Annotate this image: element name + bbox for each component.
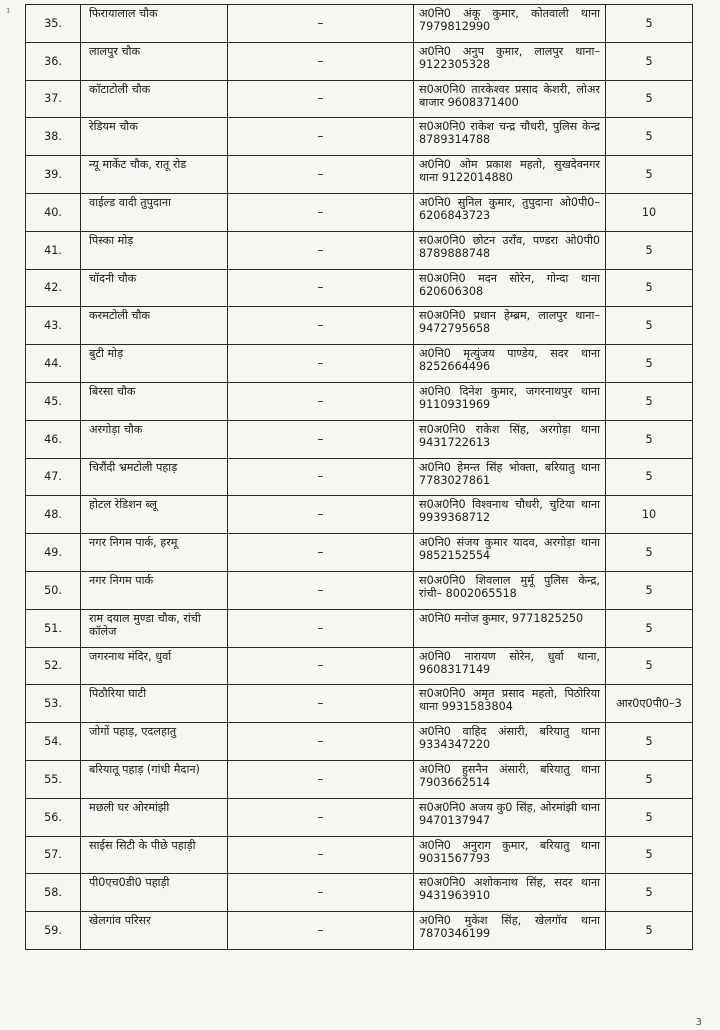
serial-number-cell: 41.	[26, 231, 81, 269]
force-count-cell: 5	[606, 798, 693, 836]
deployment-table-body	[26, 5, 693, 950]
location-cell: लालपुर चौक	[81, 42, 228, 80]
officer-contact-cell: अ0नि0 दिनेश कुमार, जगरनाथपुर थाना 9110931969	[414, 382, 606, 420]
empty-dash-cell: –	[228, 307, 414, 345]
serial-number-cell: 44.	[26, 345, 81, 383]
force-count-cell: 5	[606, 231, 693, 269]
empty-dash-cell: –	[228, 420, 414, 458]
force-count-cell: 5	[606, 647, 693, 685]
table-row	[26, 760, 693, 798]
force-count-cell: 5	[606, 345, 693, 383]
force-count-cell: 5	[606, 609, 693, 647]
serial-number-cell: 59.	[26, 912, 81, 950]
empty-dash-cell: –	[228, 231, 414, 269]
empty-dash-cell: –	[228, 912, 414, 950]
force-count-cell: 5	[606, 912, 693, 950]
force-count-cell: 5	[606, 382, 693, 420]
location-cell: जोगों पहाड़, एदलहातु	[81, 723, 228, 761]
table-row	[26, 534, 693, 572]
location-cell: होटल रेडिशन ब्लू	[81, 496, 228, 534]
location-cell: साईस सिटी के पीछे पहाड़ी	[81, 836, 228, 874]
serial-number-cell: 46.	[26, 420, 81, 458]
empty-dash-cell: –	[228, 760, 414, 798]
serial-number-cell: 57.	[26, 836, 81, 874]
officer-contact-cell: अ0नि0 मुकेश सिंह, खेलगॉव थाना 7870346199	[414, 912, 606, 950]
force-count-cell: आर0ए0पी0–3	[606, 685, 693, 723]
empty-dash-cell: –	[228, 798, 414, 836]
table-row	[26, 307, 693, 345]
empty-dash-cell: –	[228, 496, 414, 534]
empty-dash-cell: –	[228, 345, 414, 383]
location-cell: फिरायालाल चौक	[81, 5, 228, 43]
empty-dash-cell: –	[228, 269, 414, 307]
table-row	[26, 80, 693, 118]
serial-number-cell: 36.	[26, 42, 81, 80]
table-row	[26, 798, 693, 836]
table-row	[26, 5, 693, 43]
table-row	[26, 42, 693, 80]
location-cell: न्यू मार्केट चौक, रातू रोड	[81, 156, 228, 194]
officer-contact-cell: स0अ0नि0 विश्वनाथ चौधरी, चुटिया थाना 9939368712	[414, 496, 606, 534]
officer-contact-cell: स0अ0नि0 मदन सोरेन, गोन्दा थाना 620606308	[414, 269, 606, 307]
table-row	[26, 647, 693, 685]
empty-dash-cell: –	[228, 836, 414, 874]
location-cell: नगर निगम पार्क	[81, 571, 228, 609]
force-count-cell: 5	[606, 571, 693, 609]
serial-number-cell: 39.	[26, 156, 81, 194]
serial-number-cell: 45.	[26, 382, 81, 420]
officer-contact-cell: अ0नि0 मनोज कुमार, 9771825250	[414, 609, 606, 647]
officer-contact-cell: स0अ0नि0 छोटन उराँव, पण्डरा ओ0पी0 8789888748	[414, 231, 606, 269]
serial-number-cell: 51.	[26, 609, 81, 647]
location-cell: खेलगांव परिसर	[81, 912, 228, 950]
location-cell: राम दयाल मुण्डा चौक, रांची कॉलेज	[81, 609, 228, 647]
location-cell: नगर निगम पार्क, हरमू	[81, 534, 228, 572]
officer-contact-cell: अ0नि0 अनुराग कुमार, बरियातु थाना 9031567793	[414, 836, 606, 874]
location-cell: बरियातू पहाड़ (गांधी मैदान)	[81, 760, 228, 798]
empty-dash-cell: –	[228, 723, 414, 761]
deployment-table	[25, 4, 693, 950]
force-count-cell: 5	[606, 42, 693, 80]
location-cell: रेडियम चौक	[81, 118, 228, 156]
force-count-cell: 5	[606, 80, 693, 118]
officer-contact-cell: स0अ0नि0 राकेश चन्द्र चौधरी, पुलिस केन्द्र 8789314788	[414, 118, 606, 156]
location-cell: पिठौरिया घाटी	[81, 685, 228, 723]
page-corner-mark: ¹	[6, 6, 11, 19]
serial-number-cell: 42.	[26, 269, 81, 307]
force-count-cell: 5	[606, 269, 693, 307]
location-cell: बिरसा चौक	[81, 382, 228, 420]
serial-number-cell: 50.	[26, 571, 81, 609]
force-count-cell: 5	[606, 836, 693, 874]
table-row	[26, 118, 693, 156]
empty-dash-cell: –	[228, 874, 414, 912]
empty-dash-cell: –	[228, 458, 414, 496]
empty-dash-cell: –	[228, 609, 414, 647]
empty-dash-cell: –	[228, 382, 414, 420]
table-row	[26, 571, 693, 609]
table-row	[26, 685, 693, 723]
officer-contact-cell: अ0नि0 हेमन्त सिंह भोक्ता, बरियातु थाना 7783027861	[414, 458, 606, 496]
empty-dash-cell: –	[228, 118, 414, 156]
location-cell: चिरौंदी भ्रमटोली पहाड़	[81, 458, 228, 496]
location-cell: वाईल्ड वादी तुपुदाना	[81, 193, 228, 231]
force-count-cell: 5	[606, 534, 693, 572]
officer-contact-cell: अ0नि0 अनुप कुमार, लालपुर थाना–9122305328	[414, 42, 606, 80]
table-row	[26, 723, 693, 761]
location-cell: कॉटाटोली चौक	[81, 80, 228, 118]
table-row	[26, 269, 693, 307]
serial-number-cell: 52.	[26, 647, 81, 685]
location-cell: अरगोड़ा चौक	[81, 420, 228, 458]
location-cell: पिस्का मोड़	[81, 231, 228, 269]
officer-contact-cell: अ0नि0 संजय कुमार यादव, अरगोड़ा थाना 9852152554	[414, 534, 606, 572]
force-count-cell: 5	[606, 458, 693, 496]
page-number: 3	[695, 1017, 702, 1028]
table-row	[26, 156, 693, 194]
officer-contact-cell: स0अ0नि0 राकेश सिंह, अरगोड़ा थाना 9431722613	[414, 420, 606, 458]
officer-contact-cell: स0अ0नि0 अजय कु0 सिंह, ओरमांझी थाना 9470137947	[414, 798, 606, 836]
table-row	[26, 458, 693, 496]
force-count-cell: 5	[606, 307, 693, 345]
serial-number-cell: 49.	[26, 534, 81, 572]
force-count-cell: 5	[606, 760, 693, 798]
table-row	[26, 912, 693, 950]
officer-contact-cell: स0अ0नि0 अमृत प्रसाद महतो, पिठोरिया थाना 9931583804	[414, 685, 606, 723]
officer-contact-cell: अ0नि0 वाहिद अंसारी, बरियातु थाना 9334347220	[414, 723, 606, 761]
serial-number-cell: 35.	[26, 5, 81, 43]
serial-number-cell: 37.	[26, 80, 81, 118]
force-count-cell: 5	[606, 156, 693, 194]
serial-number-cell: 38.	[26, 118, 81, 156]
table-row	[26, 496, 693, 534]
serial-number-cell: 43.	[26, 307, 81, 345]
empty-dash-cell: –	[228, 571, 414, 609]
empty-dash-cell: –	[228, 534, 414, 572]
location-cell: चॉदनी चौक	[81, 269, 228, 307]
table-row	[26, 231, 693, 269]
serial-number-cell: 58.	[26, 874, 81, 912]
location-cell: बुटी मोड़	[81, 345, 228, 383]
table-row	[26, 420, 693, 458]
officer-contact-cell: स0अ0नि0 प्रधान हेम्ब्रम, लालपुर थाना–9472795658	[414, 307, 606, 345]
empty-dash-cell: –	[228, 647, 414, 685]
serial-number-cell: 53.	[26, 685, 81, 723]
force-count-cell: 5	[606, 420, 693, 458]
serial-number-cell: 56.	[26, 798, 81, 836]
empty-dash-cell: –	[228, 193, 414, 231]
location-cell: पी0एच0डी0 पहाड़ी	[81, 874, 228, 912]
serial-number-cell: 54.	[26, 723, 81, 761]
empty-dash-cell: –	[228, 5, 414, 43]
empty-dash-cell: –	[228, 156, 414, 194]
force-count-cell: 10	[606, 193, 693, 231]
officer-contact-cell: स0अ0नि0 शिवलाल मुर्मू पुलिस केन्द्र, रांची– 8002065518	[414, 571, 606, 609]
officer-contact-cell: अ0नि0 नारायण सोरेन, धुर्वा थाना, 9608317149	[414, 647, 606, 685]
table-row	[26, 382, 693, 420]
table-row	[26, 874, 693, 912]
officer-contact-cell: अ0नि0 मृत्युंजय पाण्डेय, सदर थाना 8252664496	[414, 345, 606, 383]
serial-number-cell: 47.	[26, 458, 81, 496]
force-count-cell: 5	[606, 723, 693, 761]
force-count-cell: 5	[606, 118, 693, 156]
location-cell: करमटोली चौक	[81, 307, 228, 345]
officer-contact-cell: अ0नि0 ओम प्रकाश महतो, सुखदेवनगर थाना 9122014880	[414, 156, 606, 194]
officer-contact-cell: अ0नि0 हुसनैन अंसारी, बरियातु थाना 7903662514	[414, 760, 606, 798]
serial-number-cell: 48.	[26, 496, 81, 534]
empty-dash-cell: –	[228, 42, 414, 80]
table-row	[26, 345, 693, 383]
table-row	[26, 193, 693, 231]
force-count-cell: 5	[606, 5, 693, 43]
location-cell: जगरनाथ मंदिर, धुर्वा	[81, 647, 228, 685]
officer-contact-cell: स0अ0नि0 तारकेश्वर प्रसाद केशरी, लोअर बाजार 9608371400	[414, 80, 606, 118]
officer-contact-cell: अ0नि0 सुनिल कुमार, तुपुदाना ओ0पी0– 6206843723	[414, 193, 606, 231]
empty-dash-cell: –	[228, 685, 414, 723]
force-count-cell: 5	[606, 874, 693, 912]
table-row	[26, 836, 693, 874]
serial-number-cell: 40.	[26, 193, 81, 231]
table-row	[26, 609, 693, 647]
force-count-cell: 10	[606, 496, 693, 534]
location-cell: मछली घर ओरमांझी	[81, 798, 228, 836]
serial-number-cell: 55.	[26, 760, 81, 798]
officer-contact-cell: स0अ0नि0 अशोकनाथ सिंह, सदर थाना 9431963910	[414, 874, 606, 912]
officer-contact-cell: अ0नि0 अंकू कुमार, कोतवाली थाना 7979812990	[414, 5, 606, 43]
empty-dash-cell: –	[228, 80, 414, 118]
